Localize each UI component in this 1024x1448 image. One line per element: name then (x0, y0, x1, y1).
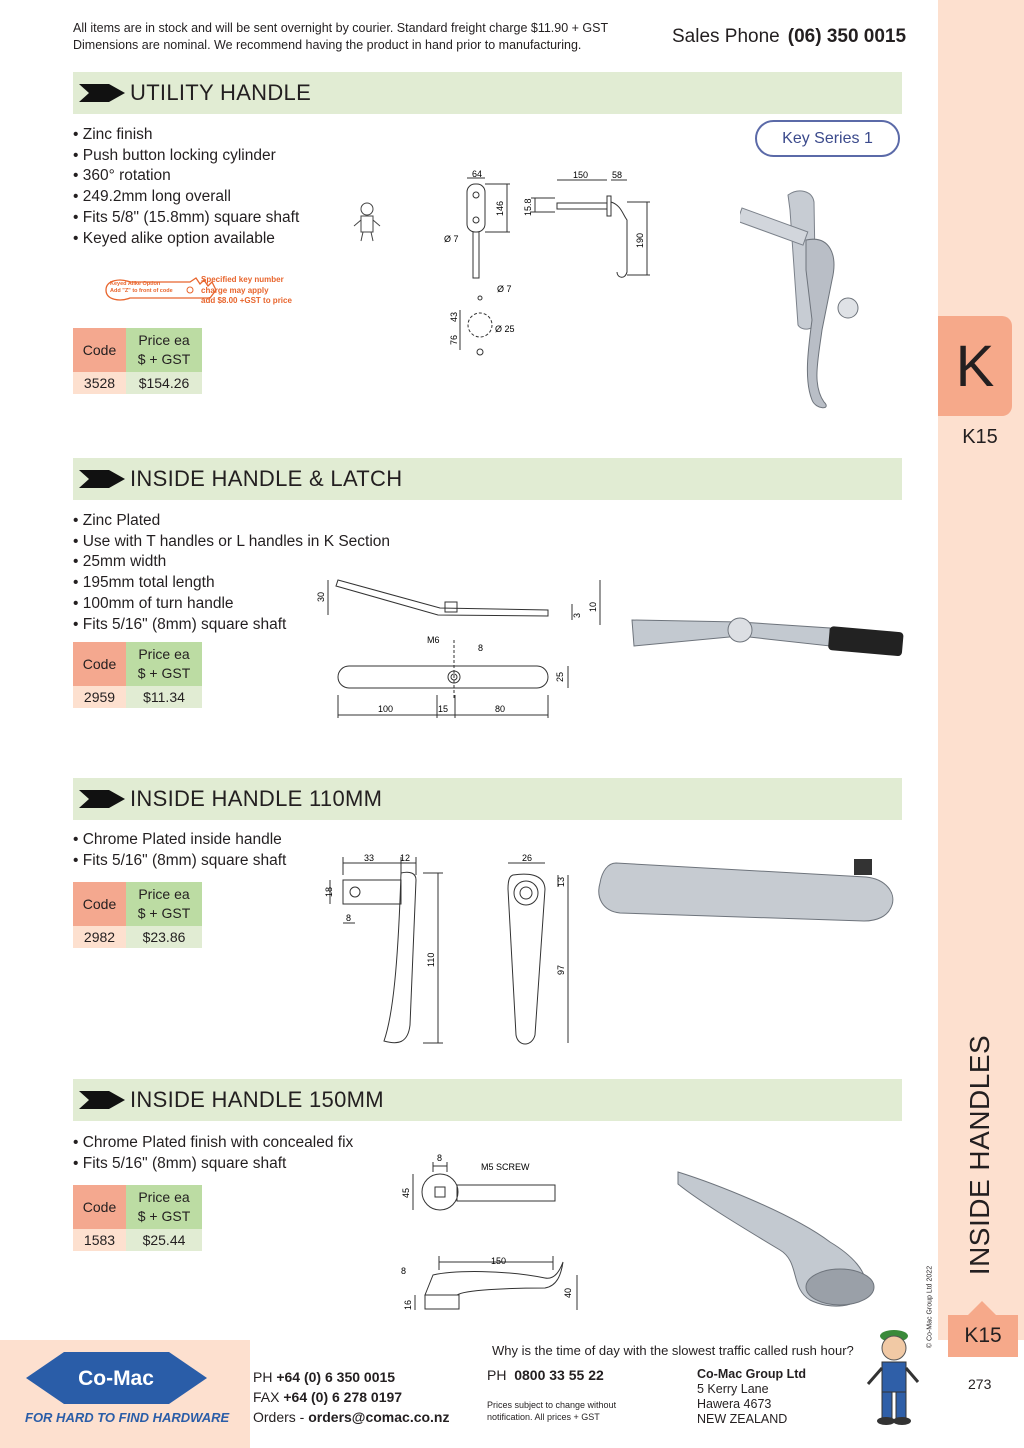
product-code[interactable]: 3528 (73, 372, 126, 394)
price-header-line1: Price ea (138, 646, 190, 662)
code-header: Code (73, 1185, 126, 1229)
freight-notice (73, 20, 608, 54)
price-header (126, 1185, 202, 1229)
dim-label: 100 (378, 704, 394, 714)
dim-label: 40 (563, 1287, 573, 1298)
product-title: INSIDE HANDLE 110MM (130, 786, 383, 811)
feature-list (73, 125, 299, 249)
product-code[interactable]: 1583 (73, 1229, 126, 1251)
freephone-label: PH (487, 1367, 507, 1383)
product-title: INSIDE HANDLE 150MM (130, 1087, 384, 1112)
feature-item: • Chrome Plated inside handle (73, 830, 286, 851)
feature-item: • Push button locking cylinder (73, 146, 299, 167)
freephone (487, 1367, 604, 1383)
price-header-line2: $ + GST (137, 1208, 191, 1224)
key-note-line: Specified key number (201, 275, 284, 284)
price-header-line2: $ + GST (137, 905, 191, 921)
inside-handle-latch-dimension-drawing (310, 570, 610, 730)
feature-item: • Fits 5/16" (8mm) square shaft (73, 851, 286, 872)
product-title: UTILITY HANDLE (130, 80, 312, 105)
price-note-line: Prices subject to change without (487, 1400, 617, 1410)
fax-number: +64 (0) 6 278 0197 (283, 1389, 403, 1405)
inside-handle-latch-photo (630, 600, 910, 680)
utility-handle-photo (740, 180, 880, 410)
dim-label: 150 (491, 1256, 507, 1266)
dim-label: M5 SCREW (481, 1162, 530, 1172)
product-header-inside-handle-150mm (73, 1079, 902, 1121)
feature-item: • Zinc Plated (73, 511, 390, 532)
price-table (73, 882, 202, 948)
dim-label: 8 (401, 1266, 407, 1276)
company-name: Co-Mac Group Ltd (697, 1367, 807, 1381)
feature-item: • Fits 5/16" (8mm) square shaft (73, 1154, 353, 1175)
page-code: K15 (962, 426, 998, 448)
notice-line-1: All items are in stock and will be sent overnight by courier. Standard freight charge $11.90 + GST (73, 21, 609, 35)
phone-number[interactable]: +64 (0) 6 350 0015 (276, 1369, 396, 1385)
inside-handle-150mm-photo (670, 1162, 890, 1312)
orders-label: Orders - (253, 1409, 305, 1425)
feature-item: • Fits 5/8" (15.8mm) square shaft (73, 208, 299, 229)
sales-phone (672, 26, 906, 48)
price-header-line1: Price ea (138, 332, 190, 348)
code-header: Code (73, 328, 126, 372)
dim-label: Ø 7 (444, 234, 459, 244)
dim-label: Ø 7 (497, 284, 512, 294)
price-header-line1: Price ea (138, 1189, 190, 1205)
logo-text: Co-Mac (78, 1367, 154, 1390)
key-option-label (110, 281, 173, 295)
code-header: Code (73, 642, 126, 686)
price-header-line2: $ + GST (137, 351, 191, 367)
arrow-icon (79, 790, 125, 808)
address-line: Hawera 4673 (697, 1397, 772, 1411)
product-code[interactable]: 2959 (73, 686, 126, 708)
section-title-vertical (915, 1034, 1024, 1276)
section-letter-tab[interactable]: K (938, 316, 1012, 416)
price-note (487, 1399, 616, 1423)
feature-item: • Fits 5/16" (8mm) square shaft (73, 615, 390, 636)
dim-label: M6 (427, 635, 440, 645)
dim-label: 43 (449, 311, 459, 322)
freephone-number[interactable]: 0800 33 55 22 (514, 1367, 604, 1383)
price-header-line2: $ + GST (137, 665, 191, 681)
dim-label: 58 (612, 170, 623, 180)
code-header: Code (73, 882, 126, 926)
dim-label: 80 (495, 704, 506, 714)
price-table (73, 642, 202, 708)
arrow-icon (79, 84, 125, 102)
key-option-sub: Add "Z" to front of code (110, 288, 173, 294)
feature-item: • 195mm total length (73, 573, 390, 594)
price-note-line: notification. All prices + GST (487, 1412, 600, 1422)
dim-label: 15.8 (523, 198, 533, 216)
product-header-utility-handle (73, 72, 902, 114)
dim-label: 33 (364, 853, 375, 863)
page-code-tab: K15 (948, 1315, 1018, 1357)
feature-item: • 360° rotation (73, 166, 299, 187)
inside-handle-110mm-photo (596, 855, 908, 935)
dim-label: 76 (449, 334, 459, 345)
product-code[interactable]: 2982 (73, 926, 126, 948)
dim-label: 8 (478, 643, 484, 653)
mascot-icon (862, 1326, 922, 1426)
inside-handle-150mm-dimension-drawing (395, 1150, 595, 1320)
dim-label: 18 (324, 886, 334, 897)
address-line: NEW ZEALAND (697, 1412, 788, 1426)
dim-label: 25 (555, 671, 565, 682)
dim-label: 45 (401, 1187, 411, 1198)
product-price: $11.34 (126, 686, 202, 708)
price-table (73, 1185, 202, 1251)
dim-label: 13 (556, 876, 566, 887)
price-header (126, 882, 202, 926)
feature-list (73, 1133, 353, 1174)
product-price: $154.26 (126, 372, 202, 394)
dim-label: 16 (403, 1299, 413, 1310)
dim-label: 12 (400, 853, 411, 863)
contact-block (253, 1367, 450, 1427)
key-option-title: Keyed Alike Option (110, 281, 161, 287)
key-option-note (201, 275, 292, 307)
product-header-inside-handle-110mm (73, 778, 902, 820)
product-title: INSIDE HANDLE & LATCH (130, 466, 403, 491)
fax-label: FAX (253, 1389, 280, 1405)
notice-line-2: Dimensions are nominal. We recommend having the product in hand prior to manufacturing. (73, 38, 582, 52)
utility-handle-dimension-drawing (435, 160, 665, 360)
feature-item: • Chrome Plated finish with concealed fix (73, 1133, 353, 1154)
inside-handle-110mm-dimension-drawing (318, 845, 588, 1050)
price-table (73, 328, 202, 394)
price-header-line1: Price ea (138, 886, 190, 902)
dim-label: 190 (635, 232, 645, 248)
key-note-line: add $8.00 +GST to price (201, 296, 292, 305)
section-title-text: INSIDE HANDLES (964, 1034, 995, 1276)
dim-label: 8 (437, 1153, 443, 1163)
dim-label: 8 (346, 913, 352, 923)
feature-item: • Use with T handles or L handles in K Section (73, 532, 390, 553)
footer-joke: Why is the time of day with the slowest traffic called rush hour? (492, 1343, 854, 1358)
comac-logo[interactable] (24, 1350, 209, 1408)
orders-email[interactable]: orders@comac.co.nz (308, 1409, 450, 1425)
key-note-line: charge may apply (201, 285, 269, 295)
dim-label: 146 (495, 200, 505, 216)
price-header (126, 642, 202, 686)
dim-label: 110 (426, 952, 436, 967)
price-header (126, 328, 202, 372)
dim-label: 26 (522, 853, 533, 863)
sales-phone-number[interactable]: (06) 350 0015 (787, 26, 907, 47)
feature-item: • Keyed alike option available (73, 229, 299, 250)
address-line: 5 Kerry Lane (697, 1382, 769, 1396)
phone-label: PH (253, 1369, 273, 1385)
feature-item: • 25mm width (73, 552, 390, 573)
dim-label: 30 (316, 591, 326, 602)
dim-label: 150 (573, 170, 589, 180)
dim-label: Ø 25 (495, 324, 515, 334)
key-series-badge[interactable]: Key Series 1 (755, 120, 900, 157)
feature-item: • Zinc finish (73, 125, 299, 146)
mascot-icon (352, 200, 382, 242)
product-header-inside-handle-latch (73, 458, 902, 500)
page-number: 273 (968, 1376, 992, 1392)
product-price: $23.86 (126, 926, 202, 948)
dim-label: 64 (472, 169, 483, 179)
feature-list (73, 830, 286, 871)
dim-label: 3 (572, 612, 582, 618)
logo-tagline: FOR HARD TO FIND HARDWARE (25, 1410, 230, 1425)
copyright-text: © Co-Mac Group Ltd 2022 (926, 1265, 934, 1349)
sales-phone-label: Sales Phone (672, 26, 780, 47)
dim-label: 10 (588, 601, 598, 612)
arrow-icon (79, 1091, 125, 1109)
dim-label: 15 (438, 704, 449, 714)
feature-item: • 100mm of turn handle (73, 594, 390, 615)
dim-label: 97 (556, 964, 566, 975)
product-price: $25.44 (126, 1229, 202, 1251)
feature-item: • 249.2mm long overall (73, 187, 299, 208)
arrow-icon (79, 470, 125, 488)
company-address (697, 1367, 806, 1427)
